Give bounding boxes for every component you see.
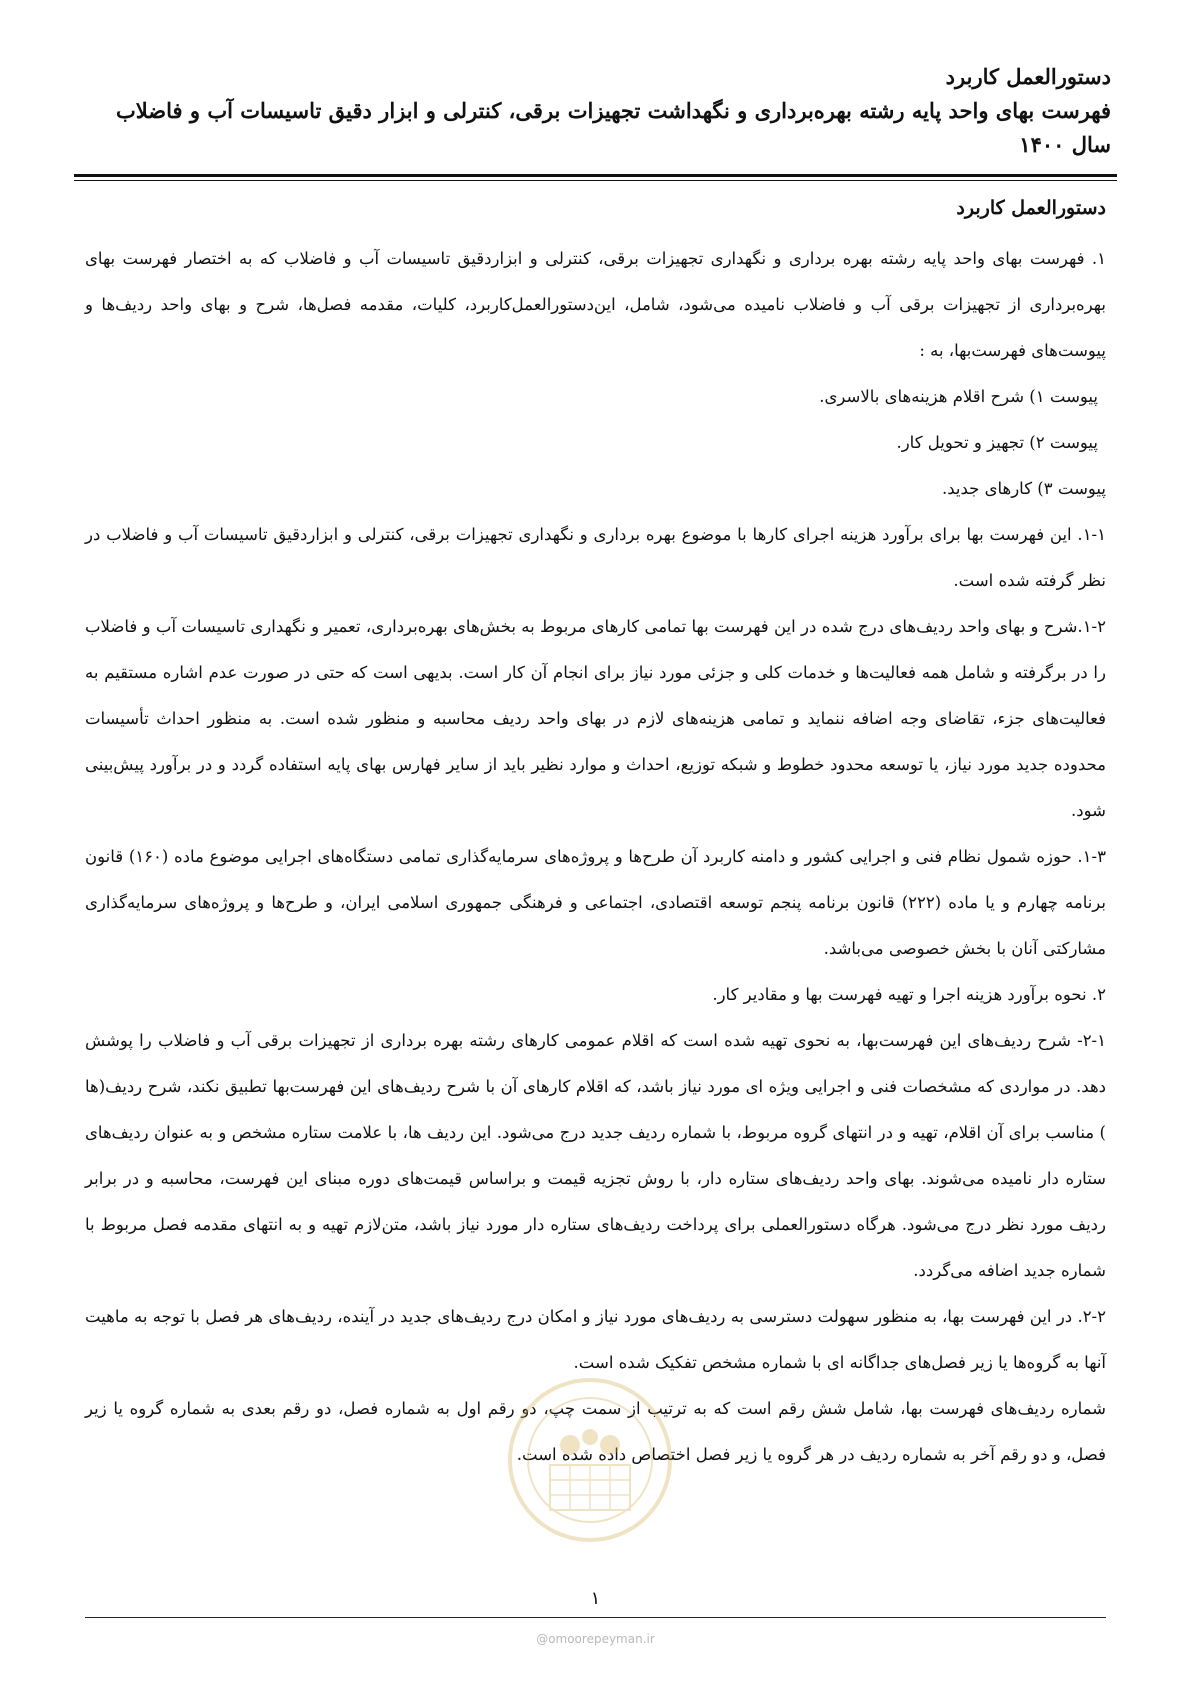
stamp-seal-icon bbox=[505, 1375, 675, 1545]
paragraph-1-1: ۱-۱. این فهرست بها برای برآورد هزینه اجرای کارها با موضوع بهره برداری و نگهداری تجهیزات برقی، کنترلی و ابزاردقیق تاسیسات آب و فاضلاب در نظر گرفته شده است. bbox=[85, 525, 1106, 590]
header-rule-thick bbox=[74, 174, 1117, 177]
paragraph-2-2: ۲-۲. در این فهرست بها، به منظور سهولت دسترسی به ردیف‌های مورد نیاز و امکان درج ردیف‌های جدید در آینده، ردیف‌های هر فصل با توجه به ماهیت آنها به گروه‌ها یا زیر فصل‌های جداگانه ای با شماره مشخص تفکیک شده است. bbox=[85, 1307, 1106, 1372]
paragraph-row-numbering: شماره ردیف‌های فهرست بها، شامل شش رقم است که به ترتیب از سمت چپ، دو رقم اول به شماره فصل، دو رقم بعدی به شماره گروه یا زیر فصل، و دو رقم آخر به شماره ردیف در هر گروه یا زیر فصل اختصاص داده شده است. bbox=[85, 1399, 1106, 1464]
paragraph-1-2: ۱-۲.شرح و بهای واحد ردیف‌های درج شده در این فهرست بها تمامی کارهای مربوط به بخش‌های بهره‌برداری، تعمیر و نگهداری تاسیسات آب و فاضلاب را در برگرفته و شامل همه فعالیت‌ها و خدمات کلی و جزئی مورد نیاز برای انجام آن کار است. بدیهی است که حتی در صورت عدم اشاره مستقیم به فعالیت‌های جزء، تقاضای وجه اضافه ننماید و تمامی هزینه‌های لازم در بهای واحد ردیف محاسبه و منظور شده است. به منظور احداث تأسیسات محدوده جدید مورد نیاز، یا توسعه محدود خطوط و شبکه توزیع، احداث و موارد نظیر باید از سایر فهارس بهای پایه استفاده گردد و در برآورد پیش‌بینی شود. bbox=[85, 617, 1106, 820]
paragraph-2-1: ۲-۱- شرح ردیف‌های این فهرست‌بها، به نحوی تهیه شده است که اقلام عمومی کارهای رشته بهره برداری از تجهیزات برقی آب و فاضلاب را پوشش دهد. در مواردی که مشخصات فنی و اجرایی ویژه ای مورد نیاز باشد، که اقلام کارهای آن با شرح ردیف‌های این فهرست‌بها تطبیق نکند، شرح ردیف(ها ) مناسب برای آن اقلام، تهیه و در انتهای گروه مربوط، با شماره ردیف جدید درج می‌شود. این ردیف ها، با علامت ستاره مشخص و به عنوان ردیف‌های ستاره دار نامیده می‌شوند. بهای واحد ردیف‌های ستاره دار، با روش تجزیه قیمت و براساس قیمت‌های دوره مبنای این فهرست، محاسبه و در برابر ردیف مورد نظر درج می‌شود. هرگاه دستورالعملی برای پرداخت ردیف‌های ستاره دار مورد نیاز باشد، متن‌لازم تهیه و به انتهای مقدمه فصل مربوط با شماره جدید اضافه می‌گردد. bbox=[85, 1031, 1106, 1280]
page-number: ۱ bbox=[590, 1588, 601, 1609]
footer-rule bbox=[85, 1617, 1106, 1618]
header-subtitle: فهرست بهای واحد پایه رشته بهره‌برداری و نگهداشت تجهیزات برقی، کنترلی و ابزار دقیق تاسیسات آب و فاضلاب سال ۱۴۰۰ bbox=[115, 98, 1111, 157]
paragraph-1: ۱. فهرست بهای واحد پایه رشته بهره برداری و نگهداری تجهیزات برقی، کنترلی و ابزاردقیق تاسیسات آب و فاضلاب که به اختصار فهرست بهای بهره‌برداری از تجهیزات برقی آب و فاضلاب نامیده می‌شود، شامل، اینﺩستورالعمل‌کاربرد، کلیات، مقدمه فصل‌ها، شرح و بهای واحد ردیف‌ها و پیوست‌های فهرست‌بها، به : bbox=[85, 249, 1106, 360]
header-title: دستورالعمل کاربرد bbox=[945, 64, 1111, 89]
page-header bbox=[80, 60, 1111, 162]
paragraph-1-3: ۱-۳. حوزه شمول نظام فنی و اجرایی کشور و دامنه کاربرد آن طرح‌ها و پروژه‌های سرمایه‌گذاری تمامی دستگاه‌های اجرایی موضوع ماده (۱۶۰) قانون برنامه چهارم و یا ماده (۲۲۲) قانون برنامه پنجم توسعه اقتصادی، اجتماعی و فرهنگی جمهوری اسلامی ایران، و طرح‌ها و پروژه‌های سرمایه‌گذاری مشارکتی آنان با بخش خصوصی می‌باشد. bbox=[85, 847, 1107, 958]
appendix-2: پیوست ۲) تجهیز و تحویل کار. bbox=[896, 433, 1098, 452]
paragraph-2: ۲. نحوه برآورد هزینه اجرا و تهیه فهرست بها و مقادیر کار. bbox=[712, 985, 1106, 1004]
section-title: دستورالعمل کاربرد bbox=[956, 197, 1106, 219]
document-body bbox=[85, 180, 1106, 1478]
appendix-1: پیوست ۱) شرح اقلام هزینه‌های بالاسری. bbox=[819, 387, 1098, 406]
watermark-url: @omoorepeyman.ir bbox=[536, 1632, 655, 1646]
appendix-3: پیوست ۳) کارهای جدید. bbox=[941, 479, 1106, 498]
